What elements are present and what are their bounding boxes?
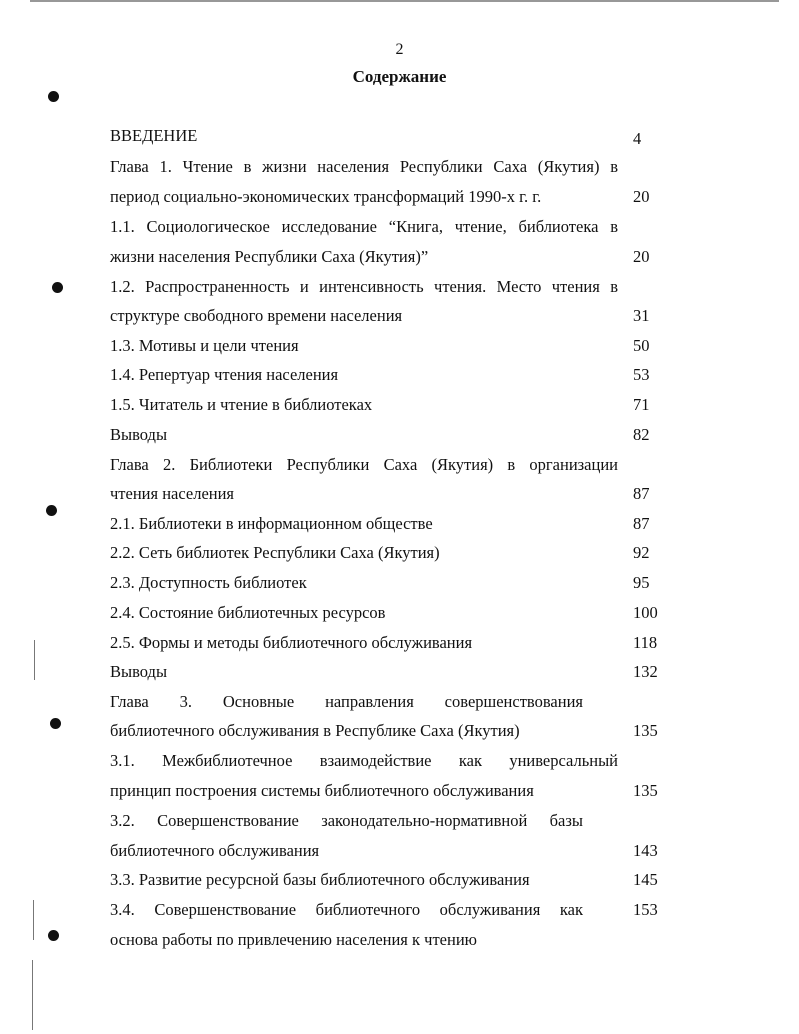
toc-entry-page: 31 [633, 306, 650, 325]
toc-entry-page: 20 [633, 187, 650, 206]
toc-entry-text: период социально-экономических трансформаций 1990-х г. г. [110, 187, 542, 206]
toc-entry-text: Глава 1. Чтение в жизни населения Республики Саха (Якутия) в [110, 157, 618, 176]
page-number: 2 [395, 41, 404, 58]
toc-entry-page: 135 [633, 781, 658, 800]
toc-entry-text: 1.1. Социологическое исследование “Книга, чтение, библиотека в [110, 217, 618, 236]
toc-entry-page: 87 [633, 514, 650, 533]
toc-entry-text: Выводы [110, 425, 168, 444]
toc-entry-text: 2.5. Формы и методы библиотечного обслуживания [110, 633, 473, 652]
toc-entry-text: 1.2. Распространенность и интенсивность чтения. Место чтения в [110, 277, 618, 296]
toc-entry-text: 2.2. Сеть библиотек Республики Саха (Якутия) [110, 543, 440, 562]
toc-entry-page: 82 [633, 425, 650, 444]
toc-entry-text: 3.2. Совершенствование законодательно-нормативной базы [110, 811, 583, 830]
toc-entry-text: библиотечного обслуживания [110, 841, 320, 860]
toc-entry-page: 135 [633, 721, 658, 740]
toc-entry-page: 145 [633, 870, 658, 889]
toc-entry-text: 3.1. Межбиблиотечное взаимодействие как универсальный [110, 751, 618, 770]
toc-entry-page: 71 [633, 395, 650, 414]
toc-entry-text: чтения населения [110, 484, 235, 503]
toc-entry-text: основа работы по привлечению населения к чтению [110, 930, 477, 949]
toc-entry-text: 2.1. Библиотеки в информационном обществе [110, 514, 433, 533]
toc-entry-text: 3.3. Развитие ресурсной базы библиотечного обслуживания [110, 870, 530, 889]
toc-entry-text: 3.4. Совершенствование библиотечного обслуживания как [110, 900, 583, 919]
toc-entry-page: 143 [633, 841, 658, 860]
toc-entry-text: структуре свободного времени населения [110, 306, 403, 325]
page-title: Содержание [352, 67, 447, 86]
toc-entry-text: 1.5. Читатель и чтение в библиотеках [110, 395, 373, 414]
toc-entry-text: 2.3. Доступность библиотек [110, 573, 307, 592]
toc-entry-text: Выводы [110, 662, 168, 681]
toc-entry-page: 92 [633, 543, 650, 562]
toc-entry-text: принцип построения системы библиотечного обслуживания [110, 781, 534, 800]
toc-entry-page: 4 [633, 129, 642, 148]
toc-entry-text: Глава 2. Библиотеки Республики Саха (Якутия) в организации [110, 455, 618, 474]
toc-entry-text: 2.4. Состояние библиотечных ресурсов [110, 603, 386, 622]
toc-entry-page: 118 [633, 633, 658, 652]
toc-entry-text: 1.4. Репертуар чтения населения [110, 365, 339, 384]
toc-entry-text: 1.3. Мотивы и цели чтения [110, 336, 299, 355]
toc-entry-text: Глава 3. Основные направления совершенствования [110, 692, 583, 711]
toc-entry-page: 95 [633, 573, 650, 592]
toc-entry-page: 132 [633, 662, 658, 681]
toc-entry-page: 153 [633, 900, 658, 919]
toc-entry-page: 53 [633, 365, 650, 384]
toc-entry-text: жизни населения Республики Саха (Якутия)” [110, 247, 429, 266]
toc-entry-page: 100 [633, 603, 658, 622]
toc-entry-page: 20 [633, 247, 650, 266]
toc-entry-text: библиотечного обслуживания в Республике Саха (Якутия) [110, 721, 520, 740]
toc-entry-page: 50 [633, 336, 650, 355]
toc-entry-text: ВВЕДЕНИЕ [110, 126, 198, 145]
toc-entry-page: 87 [633, 484, 650, 503]
